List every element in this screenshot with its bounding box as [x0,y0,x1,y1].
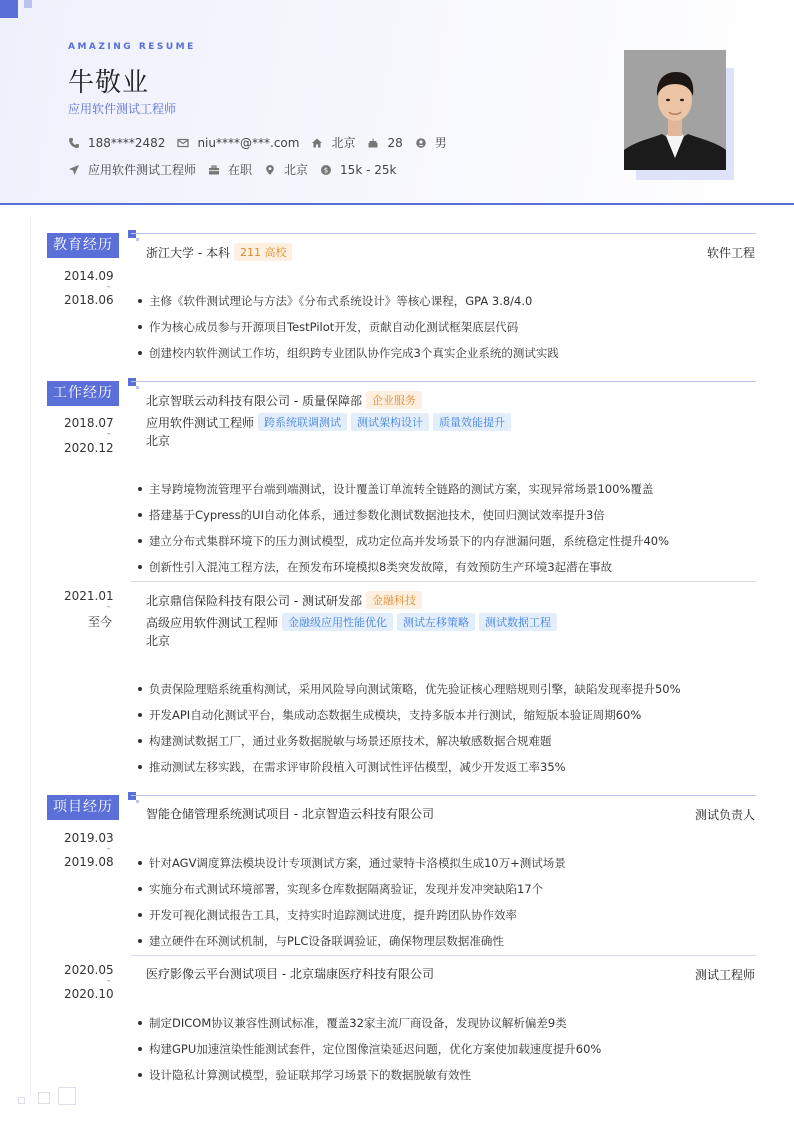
email-text: niu****@***.com [197,135,300,150]
send-icon [68,164,80,176]
date-separator: - [107,282,111,292]
svg-text:$: $ [323,166,329,175]
job-bullet: 负责保险理赔系统重构测试，采用风险导向测试策略，优先验证核心理赔规则引擎，缺陷发现率提升50% [138,681,681,697]
company-name: 北京鼎信保险科技有限公司 - 测试研发部 [146,593,362,608]
email-info [177,136,299,150]
project-bullet: 实施分布式测试环境部署，实现多仓库数据隔离验证，发现并发冲突缺陷17个 [138,881,543,897]
job-title-row [146,391,422,409]
date-separator: - [107,429,111,439]
section-marker-small [136,386,139,389]
project-role: 测试工程师 [694,968,755,982]
section-marker-small [136,238,139,241]
industry-tag: 金融科技 [366,591,422,609]
project-bullet: 设计隐私计算测试模型，验证联邦学习场景下的数据脱敏有效性 [138,1067,471,1083]
date-separator: - [107,844,111,854]
education-major: 软件工程 [706,246,755,260]
mail-icon [177,137,189,149]
intent-city-text: 北京 [284,163,309,177]
job-position: 高级应用软件测试工程师 [146,615,279,630]
project-bullet: 制定DICOM协议兼容性测试标准，覆盖32家主流厂商设备，发现协议解析偏差9类 [138,1015,567,1031]
profile-photo [624,50,726,170]
corner-decoration [0,0,18,18]
project-bullet: 构建GPU加速渲染性能测试套件，定位图像渲染延迟问题，优化方案使加载速度提升60% [138,1041,601,1057]
job-start-date: 2018.07 [64,416,114,430]
intent-role-text: 应用软件测试工程师 [88,163,197,177]
salary-icon [320,164,332,176]
brand-label: AMAZING RESUME [68,42,196,52]
section-marker [128,378,136,386]
age-info [367,136,402,150]
job-bullet: 构建测试数据工厂，通过业务数据脱敏与场景还原技术，解决敏感数据合规难题 [138,733,552,749]
project-start-date: 2020.05 [64,963,114,977]
education-title [146,243,292,261]
job-city: 北京 [146,434,171,448]
salary-text: 15k - 25k [340,162,397,177]
timeline-line [30,215,31,1095]
job-position: 应用软件测试工程师 [146,415,255,430]
skill-tag: 测试左移策略 [397,613,475,631]
job-start-date: 2021.01 [64,589,114,603]
contact-row [68,134,459,151]
footer-decoration [18,1097,25,1104]
skill-tag: 跨系统联调测试 [258,413,347,431]
corner-decoration-small [24,0,32,8]
job-bullet: 开发API自动化测试平台，集成动态数据生成模块，支持多版本并行测试，缩短版本验证周期60% [138,707,641,723]
resume-header [0,0,794,205]
section-label-work: 工作经历 [47,381,119,406]
job-bullet: 搭建基于Cypress的UI自动化体系，通过参数化测试数据池技术，使回归测试效率提升3倍 [138,507,605,523]
project-title: 智能仓储管理系统测试项目 - 北京智造云科技有限公司 [146,807,434,821]
skill-tag: 金融级应用性能优化 [282,613,393,631]
entry-divider [131,581,756,582]
job-end-date: 2020.12 [64,441,114,455]
candidate-name: 牛敬业 [68,68,150,98]
job-city: 北京 [146,634,171,648]
project-end-date: 2020.10 [64,987,114,1001]
project-bullet: 开发可视化测试报告工具，支持实时追踪测试进度，提升跨团队协作效率 [138,907,517,923]
job-bullet: 推动测试左移实践，在需求评审阶段植入可测试性评估模型，减少开发返工率35% [138,759,566,775]
project-start-date: 2019.03 [64,831,114,845]
cake-icon [367,137,379,149]
phone-icon [68,137,80,149]
status-text: 在职 [228,163,253,177]
project-role: 测试负责人 [694,808,755,822]
entry-divider [131,955,756,956]
section-marker [128,792,136,800]
project-end-date: 2019.08 [64,855,114,869]
job-bullet: 建立分布式集群环境下的压力测试模型，成功定位高并发场景下的内存泄漏问题，系统稳定性提升40% [138,533,669,549]
section-label-projects: 项目经历 [47,795,119,820]
section-divider [131,233,756,234]
section-divider [131,381,756,382]
project-title: 医疗影像云平台测试项目 - 北京瑞康医疗科技有限公司 [146,967,434,981]
date-separator: - [107,976,111,986]
skill-tag: 测试数据工程 [479,613,557,631]
job-bullet: 创新性引入混沌工程方法，在预发布环境模拟8类突发故障，有效预防生产环境3起潜在事故 [138,559,612,575]
job-bullet: 主导跨境物流管理平台端到端测试，设计覆盖订单流转全链路的测试方案，实现异常场景100%覆盖 [138,481,653,497]
job-position-row [146,413,511,431]
home-text: 北京 [331,136,356,150]
section-label-education: 教育经历 [47,233,119,258]
project-bullet: 针对AGV调度算法模块设计专项测试方案，通过蒙特卡洛模拟生成10万+测试场景 [138,855,566,871]
footer-decoration [58,1087,76,1105]
skill-tag: 测试架构设计 [351,413,429,431]
salary-info [320,163,396,177]
education-end-date: 2018.06 [64,293,114,307]
section-marker [128,230,136,238]
section-marker-small [136,800,139,803]
intent-city-info [264,161,308,178]
job-title-row [146,591,422,609]
briefcase-icon [208,164,220,176]
project-bullet: 建立硬件在环测试机制，与PLC设备联调验证，确保物理层数据准确性 [138,933,504,949]
education-start-date: 2014.09 [64,269,114,283]
education-bullet: 作为核心成员参与开源项目TestPilot开发，贡献自动化测试框架底层代码 [138,319,518,335]
footer-decoration [38,1092,50,1104]
status-info [208,161,252,178]
job-position-row [146,613,557,631]
candidate-role: 应用软件测试工程师 [68,102,177,116]
industry-tag: 企业服务 [366,391,422,409]
skill-tag: 质量效能提升 [433,413,511,431]
intent-role-info [68,161,196,178]
home-info [311,134,355,151]
job-intent-row [68,161,408,178]
job-end-date: 至今 [87,615,112,629]
education-bullet: 创建校内软件测试工作坊，组织跨专业团队协作完成3个真实企业系统的测试实践 [138,345,559,361]
gender-text: 男 [434,136,447,150]
age-text: 28 [387,135,403,150]
section-divider [131,795,756,796]
gender-info [415,134,447,151]
phone-text: 188****2482 [88,135,166,150]
location-pin-icon [264,164,276,176]
company-name: 北京智联云动科技有限公司 - 质量保障部 [146,393,362,408]
school-tag: 211 高校 [234,243,293,261]
home-icon [311,137,323,149]
school-name: 浙江大学 - 本科 [146,245,230,260]
date-separator: - [107,602,111,612]
education-bullet: 主修《软件测试理论与方法》《分布式系统设计》等核心课程，GPA 3.8/4.0 [138,293,532,309]
phone-info [68,136,165,150]
gender-icon [415,137,427,149]
